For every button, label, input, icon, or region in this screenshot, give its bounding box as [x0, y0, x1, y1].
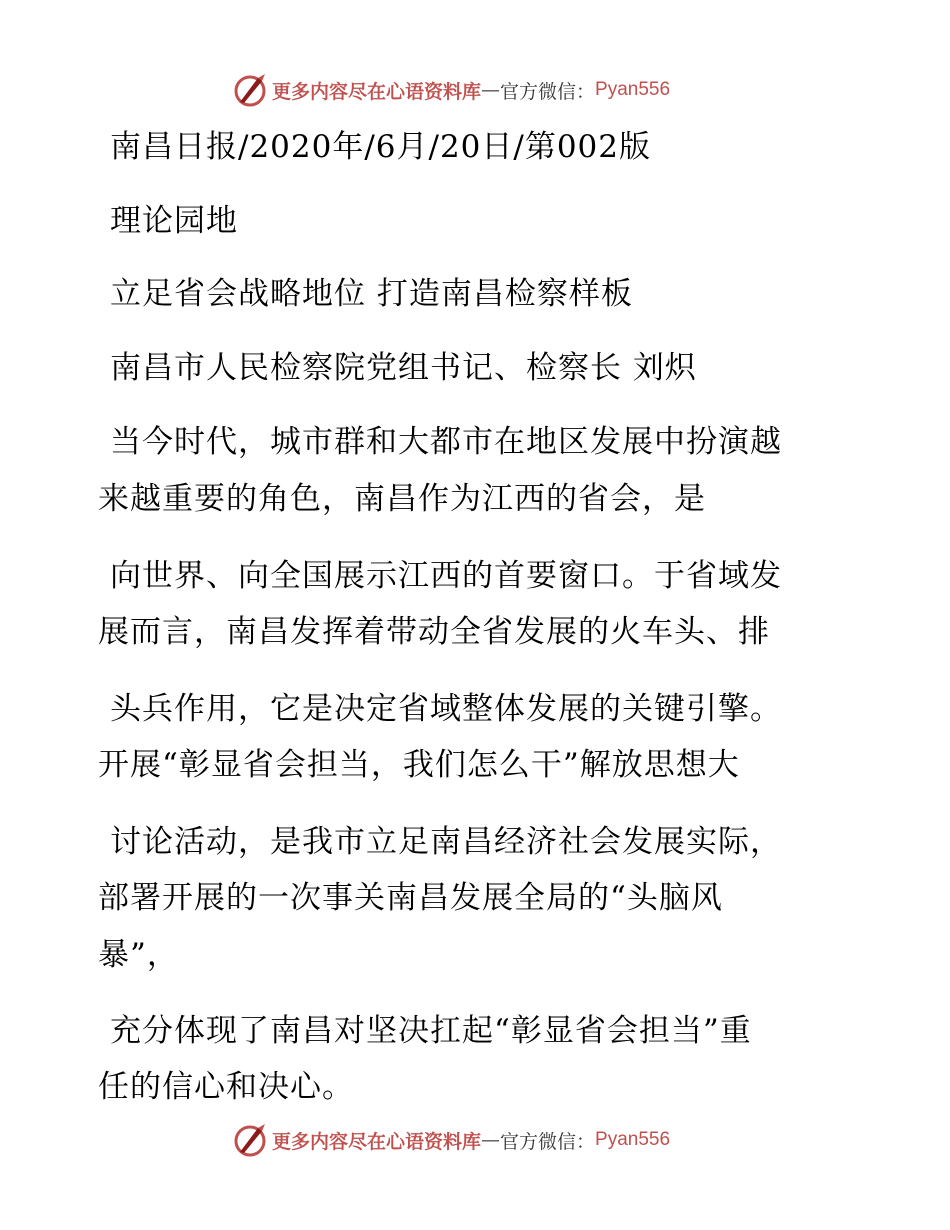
- quill-pen-circle-icon: [232, 72, 268, 108]
- watermark-wechat-id: Pyan556: [595, 79, 671, 100]
- body-line: 充分体现了南昌对坚决扛起“彰显省会担当”重: [110, 1013, 752, 1049]
- watermark-banner-bottom: [232, 1120, 670, 1160]
- watermark-wechat-id: Pyan556: [595, 1129, 671, 1150]
- watermark-text: 更多内容尽在心语资料库: [272, 1130, 482, 1153]
- body-line: 暴”，: [98, 937, 179, 973]
- body-line: 向世界、向全国展示江西的首要窗口。于省域发: [110, 558, 782, 594]
- watermark-label: 官方微信：: [500, 1130, 596, 1153]
- quill-pen-circle-icon: [232, 1122, 268, 1158]
- article-author: 南昌市人民检察院党组书记、检察长 刘炽: [110, 350, 697, 386]
- article-title: 立足省会战略地位 打造南昌检察样板: [110, 276, 633, 312]
- watermark-text: 更多内容尽在心语资料库: [272, 80, 482, 103]
- watermark-separator: —: [481, 1129, 501, 1151]
- body-line: 任的信心和决心。: [98, 1069, 354, 1105]
- source-line: 南昌日报/2020年/6月/20日/第002版: [110, 129, 652, 165]
- body-line: 讨论活动，是我市立足南昌经济社会发展实际，: [110, 824, 782, 860]
- body-line: 当今时代，城市群和大都市在地区发展中扮演越: [110, 424, 782, 460]
- column-name: 理论园地: [110, 203, 238, 239]
- watermark-banner-top: [232, 70, 670, 110]
- watermark-separator: —: [481, 79, 501, 101]
- body-line: 部署开展的一次事关南昌发展全局的“头脑风: [98, 880, 723, 916]
- body-line: 展而言，南昌发挥着带动全省发展的火车头、排: [98, 614, 770, 650]
- body-line: 开展“彰显省会担当，我们怎么干”解放思想大: [98, 747, 740, 783]
- watermark-label: 官方微信：: [500, 80, 596, 103]
- body-line: 来越重要的角色，南昌作为江西的省会，是: [98, 481, 706, 517]
- body-line: 头兵作用，它是决定省域整体发展的关键引擎。: [110, 691, 782, 727]
